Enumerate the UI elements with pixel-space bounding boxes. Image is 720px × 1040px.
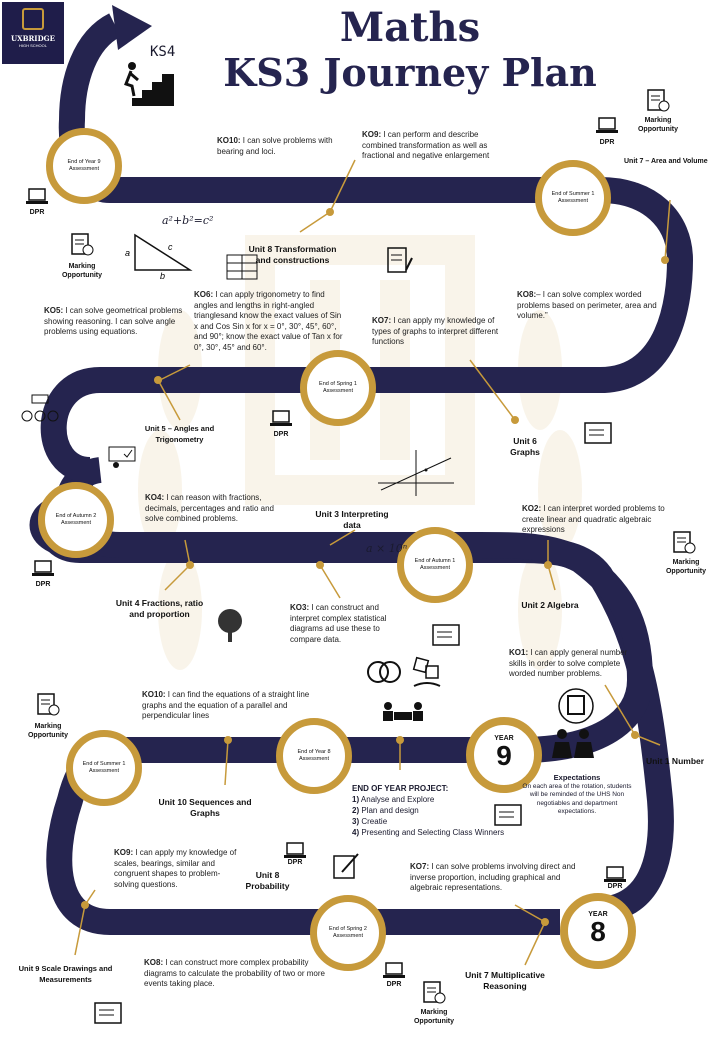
ko5-y9-text: I can solve geometrical problems showing reasoning. I can solve angle problems using equations. <box>44 306 183 336</box>
assessment-spring2-label: End of Spring 2 Assessment <box>329 926 367 939</box>
assessment-eoy9-label: End of Year 9 Assessment <box>67 159 101 172</box>
project-num: 1) <box>352 795 360 804</box>
year-8-badge <box>560 893 636 969</box>
assessment-eoy9 <box>46 128 122 204</box>
assessment-summer1-y9-label: End of Summer 1 Assessment <box>551 191 595 204</box>
ko9-y8 <box>114 848 244 890</box>
assessment-eoy8 <box>276 718 352 794</box>
ko8-y8-text: I can construct more complex probability diagrams to calculate the probability of two or more events taking place. <box>144 958 325 988</box>
school-logo <box>2 2 64 64</box>
project-num: 4) <box>352 828 360 837</box>
assessment-autumn2 <box>38 482 114 558</box>
expectations-block <box>522 774 632 817</box>
assessment-autumn1 <box>397 527 473 603</box>
unit7-y8: Unit 7 Multiplicative Reasoning <box>465 970 545 991</box>
unit4-y9: Unit 4 Fractions, ratio and proportion <box>115 598 204 619</box>
ko3-y9-code: KO3: <box>290 603 310 612</box>
group-work-icon <box>380 700 426 724</box>
assessment-autumn1-label: End of Autumn 1 Assessment <box>414 558 456 571</box>
dpr-label: DPR <box>273 431 289 438</box>
unit1-y9: Unit 1 Number <box>645 756 705 766</box>
ko9-y9-code: KO9: <box>362 130 382 139</box>
laptop-icon <box>383 962 405 980</box>
dpr-label: DPR <box>35 581 51 588</box>
logo-sub: HIGH SCHOOL <box>18 43 47 48</box>
project-title: END OF YEAR PROJECT: <box>352 784 449 793</box>
unit8-y9: Unit 8 Transformation and constructions <box>248 244 337 265</box>
stairs-icon <box>122 60 178 108</box>
ko9-y9 <box>362 130 512 162</box>
marking-label: Marking Opportunity <box>413 1009 455 1025</box>
ko1-y9-code: KO1: <box>509 648 529 657</box>
students-icon <box>548 728 598 768</box>
ko10-y9 <box>217 136 357 157</box>
unit9-y8: Unit 9 Scale Drawings and Measurements <box>18 964 113 984</box>
page-title: Maths <box>339 4 481 51</box>
ko1-y9 <box>509 648 644 680</box>
ko8-y9-code: KO8: <box>517 290 537 299</box>
year-9-label: YEAR <box>494 735 514 742</box>
year-8-label: YEAR <box>588 911 608 918</box>
worksheet-icon <box>386 246 414 276</box>
expectations-text: On each area of the rotation, students will be reminded of the UHS Non negotiables and department expectations. <box>522 782 632 815</box>
ks4-label: KS4 <box>150 44 176 60</box>
svg-text:b: b <box>160 271 166 280</box>
trig-calculator-icon <box>226 254 258 280</box>
ko3-y9 <box>290 603 405 645</box>
dpr-label: DPR <box>607 883 623 890</box>
ko10-y8-code: KO10: <box>142 690 166 699</box>
worksheet-icon <box>494 804 522 828</box>
laptop-icon <box>32 560 54 578</box>
ko7-y8-code: KO7: <box>410 862 430 871</box>
unit2-y9: Unit 2 Algebra <box>521 600 579 610</box>
right-triangle-icon <box>120 230 200 280</box>
dpr-label: DPR <box>29 209 45 216</box>
project-num: 2) <box>352 806 360 815</box>
ko6-y9-text: I can apply trigonometry to find angles and lengths in right-angled trianglesand know the exact values of Sin x and Cos Sin x for x = 0°, 30°, 45°, 60°, and 90°; know the exact value of Tan x for 0°, 30°, 45° and 60°. <box>194 290 343 352</box>
project-item-text: Plan and design <box>361 806 419 815</box>
ko10-y9-text: I can solve problems with bearing and loci. <box>217 136 333 156</box>
project-item-text: Creatie <box>361 817 388 826</box>
tree-icon <box>212 608 248 644</box>
year-9-number: 9 <box>496 740 512 771</box>
ko10-y9-code: KO10: <box>217 136 241 145</box>
ko4-y9 <box>145 493 290 525</box>
svg-text:c: c <box>168 242 173 252</box>
assessment-spring1 <box>300 350 376 426</box>
marking-label: Marking Opportunity <box>27 723 69 739</box>
year-8-number: 8 <box>590 916 606 947</box>
assessment-summer1-y8 <box>66 730 142 806</box>
ko6-y9-code: KO6: <box>194 290 214 299</box>
ks4-arrow-head <box>112 5 152 50</box>
ko7-y8-text: I can solve problems involving direct and inverse proportion, including graphical and algebraic representations. <box>410 862 576 892</box>
marking-document-icon <box>422 980 446 1006</box>
marking-document-icon <box>70 232 94 258</box>
project-item <box>352 827 522 838</box>
ko7-y8 <box>410 862 580 894</box>
laptop-icon <box>270 410 292 428</box>
assessment-spring1-label: End of Spring 1 Assessment <box>319 381 357 394</box>
marking-document-icon <box>672 530 696 556</box>
ko2-y9-text: I can interpret worded problems to create linear and quadratic algebraic expressions <box>522 504 665 534</box>
ko7-y9-code: KO7: <box>372 316 392 325</box>
ko8-y8 <box>144 958 329 990</box>
ko6-y9 <box>194 290 344 353</box>
ko7-y9-text: I can apply my knowledge of types of graphs to interpret different functions <box>372 316 499 346</box>
ko2-y9-code: KO2: <box>522 504 542 513</box>
dpr-label: DPR <box>386 981 402 988</box>
ko10-y8-text: I can find the equations of a straight line graphs and the equation of a parallel and perpendicular lines <box>142 690 310 720</box>
ko4-y9-code: KO4: <box>145 493 165 502</box>
unit8-y8: Unit 8 Probability <box>245 870 290 891</box>
assessment-summer1-y8-label: End of Summer 1 Assessment <box>82 761 126 774</box>
school-crest-icon <box>556 686 596 726</box>
unit3-y9: Unit 3 Interpreting data <box>315 509 389 530</box>
page-subtitle: KS3 Journey Plan <box>223 50 597 95</box>
graph-axes-icon <box>376 448 456 498</box>
ko3-y9-text: I can construct and interpret complex statistical diagrams ad use these to compare data. <box>290 603 387 644</box>
ko2-y9 <box>522 504 672 536</box>
graph-worksheet-icon <box>584 422 612 446</box>
pythagoras-formula: a²+b²=c² <box>162 214 214 227</box>
ko4-y9-text: I can reason with fractions, decimals, percentages and ratio and solve combined problems. <box>145 493 274 523</box>
expectations-title: Expectations <box>553 773 601 782</box>
ko7-y9 <box>372 316 507 348</box>
pencil-note-icon <box>332 852 362 880</box>
project-item-text: Presenting and Selecting Class Winners <box>361 828 505 837</box>
ko9-y8-text: I can apply my knowledge of scales, bearings, similar and congruent shapes to problem-solving questions. <box>114 848 237 889</box>
assessment-summer1-y9 <box>535 160 611 236</box>
ko9-y9-text: I can perform and describe combined transformation as well as fractional and negative enlargement <box>362 130 490 160</box>
unit5-y9: Unit 5 – Angles and Trigonometry <box>144 424 215 444</box>
laptop-icon <box>596 117 618 135</box>
scientific-notation: a × 10ⁿ <box>366 542 408 555</box>
dpr-label: DPR <box>599 139 615 146</box>
logo-crest-icon <box>22 8 44 30</box>
dice-icon <box>412 656 442 692</box>
feedback-faces-icon <box>20 394 60 424</box>
logo-name: UXBRIDGE <box>11 34 55 43</box>
worksheet-icon <box>432 624 460 648</box>
marking-label: Marking Opportunity <box>61 263 103 279</box>
ko10-y8 <box>142 690 317 722</box>
assessment-eoy8-label: End of Year 8 Assessment <box>297 749 331 762</box>
unit6-y9: Unit 6 Graphs <box>510 436 540 457</box>
ko1-y9-text: I can apply general number skills in order to solve complete worded number problems. <box>509 648 628 678</box>
worksheet-icon <box>94 1002 122 1026</box>
ko8-y9 <box>517 290 657 322</box>
project-item-text: Analyse and Explore <box>360 795 435 804</box>
marking-document-icon <box>646 88 670 114</box>
ko5-y9-code: KO5: <box>44 306 64 315</box>
laptop-icon <box>26 188 48 206</box>
dpr-label: DPR <box>287 859 303 866</box>
assessment-autumn2-label: End of Autumn 2 Assessment <box>55 513 97 526</box>
checklist-board-icon <box>108 446 136 470</box>
unit7-y9: Unit 7 – Area and Volume <box>624 158 708 165</box>
ko9-y8-code: KO9: <box>114 848 134 857</box>
marking-label: Marking Opportunity <box>637 117 679 133</box>
venn-diagram-icon <box>366 660 402 684</box>
ko8-y9-text: – I can solve complex worded problems based on perimeter, area and volume.” <box>517 290 657 320</box>
marking-label: Marking Opportunity <box>665 559 707 575</box>
project-num: 3) <box>352 817 360 826</box>
ko8-y8-code: KO8: <box>144 958 164 967</box>
marking-document-icon <box>36 692 60 718</box>
ko5-y9 <box>44 306 184 338</box>
svg-text:a: a <box>125 248 131 258</box>
unit10-y8: Unit 10 Sequences and Graphs <box>158 797 252 818</box>
